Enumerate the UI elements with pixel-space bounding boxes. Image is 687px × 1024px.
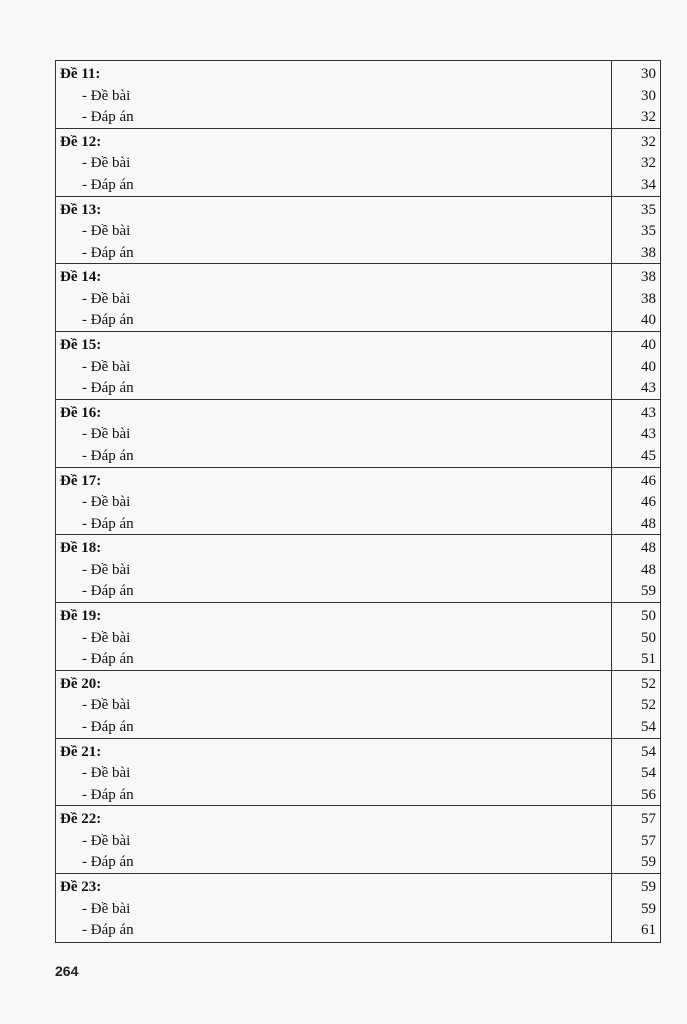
toc-section: [56, 61, 660, 129]
toc-page-numbers: [612, 400, 660, 467]
toc-subitem: - Đề bài: [82, 494, 131, 510]
toc-subitem: - Đề bài: [82, 426, 131, 443]
toc-page-ref: 57: [641, 811, 656, 828]
toc-page-ref: 35: [641, 201, 656, 218]
toc-subitem: - Đáp án: [82, 176, 134, 193]
toc-page-ref: 48: [641, 561, 656, 578]
toc-page-ref: 50: [641, 629, 656, 646]
toc-section-title: Đề 22:: [60, 811, 102, 828]
toc-section-title: Đề 18:: [60, 540, 102, 557]
toc-page-ref: 43: [641, 404, 656, 421]
toc-subitem: - Đáp án: [82, 447, 134, 464]
toc-section-title: Đề 19:: [60, 608, 102, 624]
toc-page-ref: 54: [641, 765, 656, 781]
toc-page-ref: 35: [641, 223, 656, 239]
toc-page-ref: 40: [641, 312, 656, 329]
toc-section-title: Đề 17:: [60, 472, 102, 489]
toc-page-numbers: [612, 535, 660, 602]
toc-entry-labels: [56, 874, 612, 942]
toc-entry-labels: [56, 535, 612, 602]
toc-entry-labels: [56, 806, 612, 873]
toc-subitem: - Đề bài: [82, 155, 131, 172]
toc-subitem: - Đề bài: [82, 900, 131, 917]
toc-subitem: - Đáp án: [82, 718, 134, 735]
toc-section-title: Đề 11:: [60, 66, 101, 82]
toc-page-numbers: [612, 806, 660, 873]
toc-page-ref: 40: [641, 358, 656, 375]
toc-subitem: - Đề bài: [82, 629, 131, 646]
toc-subitem: - Đáp án: [82, 583, 134, 600]
toc-page-numbers: [612, 671, 660, 738]
toc-page-ref: 43: [641, 380, 656, 396]
toc-subitem: - Đề bài: [82, 87, 131, 104]
toc-section: [56, 129, 660, 197]
toc-page-numbers: [612, 61, 660, 128]
toc-page-ref: 59: [641, 879, 656, 895]
toc-subitem: - Đề bài: [82, 561, 131, 578]
toc-section-title: Đề 23:: [60, 879, 102, 895]
toc-page-numbers: [612, 739, 660, 806]
toc-subitem: - Đáp án: [82, 380, 134, 396]
toc-page-numbers: [612, 603, 660, 670]
toc-entry-labels: [56, 332, 612, 399]
toc-subitem: - Đề bài: [82, 358, 131, 375]
toc-page-numbers: [612, 332, 660, 399]
toc-subitem: - Đáp án: [82, 109, 134, 125]
toc-page-ref: 48: [641, 515, 656, 532]
toc-entry-labels: [56, 197, 612, 264]
toc-entry-labels: [56, 603, 612, 670]
toc-page-numbers: [612, 129, 660, 196]
toc-section-title: Đề 14:: [60, 269, 102, 286]
toc-section: [56, 806, 660, 874]
toc-page-numbers: [612, 197, 660, 264]
toc-subitem: - Đề bài: [82, 290, 131, 307]
toc-entry-labels: [56, 671, 612, 738]
toc-subitem: - Đề bài: [82, 223, 131, 239]
toc-subitem: - Đáp án: [82, 651, 134, 667]
toc-page-ref: 59: [641, 900, 656, 917]
toc-section-title: Đề 15:: [60, 337, 102, 353]
toc-entry-labels: [56, 264, 612, 331]
toc-page-ref: 38: [641, 269, 656, 286]
toc-page-ref: 32: [641, 109, 656, 125]
toc-section-title: Đề 16:: [60, 404, 102, 421]
toc-section: [56, 874, 660, 942]
toc-page-numbers: [612, 264, 660, 331]
toc-page-ref: 46: [641, 494, 656, 510]
toc-section: [56, 535, 660, 603]
toc-page-ref: 54: [641, 718, 656, 735]
toc-page-ref: 38: [641, 244, 656, 261]
page-number: 264: [55, 963, 79, 979]
toc-entry-labels: [56, 61, 612, 128]
toc-section-title: Đề 13:: [60, 201, 102, 218]
toc-page-ref: 32: [641, 155, 656, 172]
table-of-contents: [55, 60, 661, 943]
toc-page-ref: 57: [641, 832, 656, 849]
toc-page-ref: 56: [641, 786, 656, 803]
toc-entry-labels: [56, 400, 612, 467]
toc-page-ref: 43: [641, 426, 656, 443]
toc-section: [56, 468, 660, 536]
toc-section-title: Đề 20:: [60, 675, 102, 692]
toc-subitem: - Đáp án: [82, 922, 134, 938]
toc-page-ref: 50: [641, 608, 656, 624]
toc-entry-labels: [56, 129, 612, 196]
toc-subitem: - Đề bài: [82, 697, 131, 714]
toc-page-ref: 40: [641, 337, 656, 353]
toc-page-ref: 52: [641, 697, 656, 714]
toc-page-ref: 61: [641, 922, 656, 938]
toc-section: [56, 332, 660, 400]
toc-page-ref: 45: [641, 447, 656, 464]
toc-entry-labels: [56, 739, 612, 806]
toc-subitem: - Đáp án: [82, 786, 134, 803]
toc-section: [56, 671, 660, 739]
toc-page-numbers: [612, 468, 660, 535]
toc-page-numbers: [612, 874, 660, 942]
toc-page-ref: 51: [641, 651, 656, 667]
toc-page-ref: 59: [641, 854, 656, 871]
toc-page-ref: 52: [641, 675, 656, 692]
toc-page-ref: 32: [641, 133, 656, 150]
toc-subitem: - Đáp án: [82, 244, 134, 261]
toc-section: [56, 264, 660, 332]
toc-entry-labels: [56, 468, 612, 535]
toc-subitem: - Đáp án: [82, 515, 134, 532]
toc-subitem: - Đề bài: [82, 832, 131, 849]
toc-page-ref: 46: [641, 472, 656, 489]
toc-subitem: - Đáp án: [82, 854, 134, 871]
toc-section-title: Đề 21:: [60, 743, 102, 760]
toc-section: [56, 400, 660, 468]
toc-page-ref: 38: [641, 290, 656, 307]
toc-page-ref: 34: [641, 176, 656, 193]
toc-page-ref: 54: [641, 743, 656, 760]
toc-page-ref: 48: [641, 540, 656, 557]
toc-page-ref: 30: [641, 87, 656, 104]
toc-section: [56, 197, 660, 265]
toc-subitem: - Đáp án: [82, 312, 134, 329]
toc-page-ref: 30: [641, 66, 656, 82]
toc-section: [56, 603, 660, 671]
toc-subitem: - Đề bài: [82, 765, 131, 781]
toc-section-title: Đề 12:: [60, 133, 102, 150]
toc-page-ref: 59: [641, 583, 656, 600]
toc-section: [56, 739, 660, 807]
